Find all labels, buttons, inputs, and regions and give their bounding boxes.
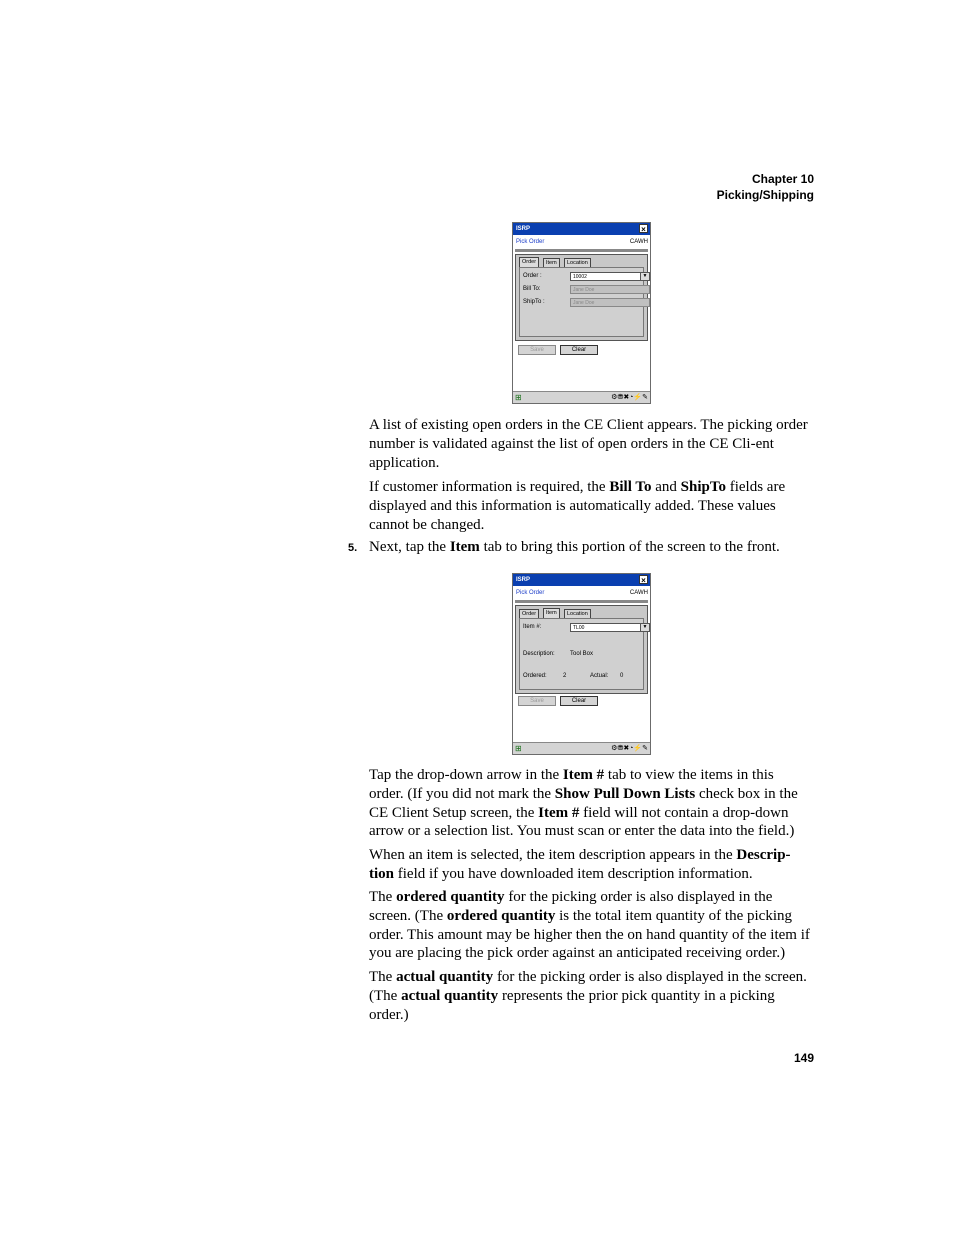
text-run: The	[369, 889, 397, 905]
clear-button[interactable]: Clear	[560, 345, 598, 355]
paragraph-description	[369, 846, 811, 884]
paragraph-item-dropdown	[369, 766, 811, 841]
app-title-bar	[513, 223, 650, 235]
ship-to-value: Jane Doe	[573, 300, 595, 306]
close-icon[interactable]: ×	[639, 575, 648, 584]
paragraph-open-orders	[369, 416, 811, 472]
bold-term: ShipTo	[680, 479, 726, 495]
order-dropdown[interactable]	[570, 272, 650, 281]
text-run: field if you have downloaded item description information.	[394, 865, 753, 882]
text-run: A list of existing open orders in the CE Client appears. The picking order number is validated against the list of open orders in the CE Cli-ent application.	[369, 417, 808, 471]
text-run: The	[369, 969, 397, 985]
system-tray-icons: ⚙⛃✖◔⚡✎	[611, 394, 648, 401]
text-run: and	[651, 479, 681, 495]
form-title: Pick Order	[516, 239, 545, 245]
paragraph-ordered-quantity	[369, 888, 811, 963]
divider	[515, 600, 648, 603]
tab-location[interactable]: Location	[564, 258, 591, 267]
app-title-bar	[513, 574, 650, 586]
text-run: Next, tap the	[369, 539, 450, 555]
form-header	[513, 588, 650, 599]
step-number: 5.	[348, 542, 358, 554]
paragraph-customer-info	[369, 478, 811, 534]
order-label: Order :	[523, 273, 542, 279]
clear-button[interactable]: Clear	[560, 696, 598, 706]
tab-item[interactable]: Item	[543, 258, 560, 267]
text-run: check box in the CE Client Setup screen, the	[369, 785, 798, 821]
bold-term: Show Pull Down Lists	[554, 785, 696, 802]
dropdown-arrow-icon[interactable]: ▼	[640, 273, 649, 280]
app-title: ISRP	[516, 226, 531, 232]
text-run: represents the prior pick quantity in a picking order.)	[369, 987, 775, 1023]
tab-order[interactable]: Order	[519, 609, 539, 618]
taskbar	[513, 742, 650, 754]
location-code: CAWH	[629, 590, 648, 596]
order-value: 10002	[573, 274, 587, 280]
text-run: When an item is selected, the item description appears in the	[369, 847, 737, 863]
bill-to-value: Jane Doe	[573, 287, 595, 293]
taskbar	[513, 391, 650, 403]
start-menu-icon[interactable]: ⊞	[515, 744, 522, 753]
tab-panel	[515, 254, 648, 341]
page-number: 149	[793, 1051, 814, 1065]
bold-term: Item #	[538, 804, 580, 821]
text-run: fields are displayed and this information is automatically added. These values cannot be changed.	[369, 479, 786, 533]
ordered-value: 2	[563, 673, 567, 679]
device-screenshot-order	[512, 222, 651, 404]
description-value: Tool Box	[570, 651, 594, 657]
tab-item[interactable]: Item	[543, 608, 560, 619]
bold-term: ordered quantity	[396, 889, 505, 905]
bold-term: Item #	[562, 767, 605, 783]
item-tab-content	[519, 618, 648, 690]
save-button[interactable]: Save	[518, 696, 556, 706]
tab-location[interactable]: Location	[564, 609, 591, 618]
bold-term: Item	[449, 539, 480, 555]
device-screenshot-item	[512, 573, 651, 755]
app-title: ISRP	[516, 577, 531, 583]
bold-term: actual quantity	[401, 987, 499, 1004]
ship-to-label: ShipTo :	[523, 299, 545, 305]
actual-value: 0	[620, 673, 624, 679]
text-run: is the total item quantity of the picking order. This amount may be higher then the on hand quantity of the item if you are placing the pick order against an anticipated receiving order.)	[369, 907, 810, 962]
text-run: tab to view the items in this order. (If you did not mark the	[369, 767, 774, 802]
item-number-value: TL00	[573, 625, 585, 631]
text-run: for the picking order is also displayed in the screen. (The	[369, 969, 807, 1004]
location-code: CAWH	[629, 239, 648, 245]
item-number-label: Item #:	[523, 624, 542, 630]
bold-term: Bill To	[609, 479, 652, 495]
paragraph-actual-quantity	[369, 968, 811, 1024]
text-run: If customer information is required, the	[369, 479, 610, 495]
tab-order[interactable]: Order	[519, 257, 539, 268]
divider	[515, 249, 648, 252]
dropdown-arrow-icon[interactable]: ▼	[640, 624, 649, 631]
bill-to-field	[570, 285, 650, 294]
form-header	[513, 237, 650, 248]
text-run: field will not contain a drop-down arrow or a selection list. You must scan or enter the data into the field.)	[369, 804, 795, 840]
section-label: Picking/Shipping	[716, 188, 814, 202]
bold-term: Descrip-tion	[369, 847, 791, 882]
system-tray-icons: ⚙⛃✖◔⚡✎	[611, 745, 648, 752]
chapter-label: Chapter 10	[751, 172, 814, 186]
tab-panel	[515, 605, 648, 694]
bold-term: actual quantity	[396, 969, 494, 985]
order-tab-content	[519, 267, 648, 337]
ordered-label: Ordered:	[523, 673, 547, 679]
description-label: Description:	[523, 651, 555, 657]
item-number-dropdown[interactable]	[570, 623, 650, 632]
close-icon[interactable]: ×	[639, 224, 648, 233]
bold-term: ordered quantity	[446, 907, 556, 924]
actual-label: Actual:	[590, 673, 609, 679]
text-run: Tap the drop-down arrow in the	[369, 767, 563, 783]
save-button[interactable]: Save	[518, 345, 556, 355]
text-run: for the picking order is also displayed in the screen. (The	[369, 889, 773, 924]
bill-to-label: Bill To:	[523, 286, 541, 292]
paragraph-step-5	[369, 538, 811, 557]
text-run: tab to bring this portion of the screen to the front.	[479, 539, 780, 555]
form-title: Pick Order	[516, 590, 545, 596]
ship-to-field	[570, 298, 650, 307]
start-menu-icon[interactable]: ⊞	[515, 393, 522, 402]
